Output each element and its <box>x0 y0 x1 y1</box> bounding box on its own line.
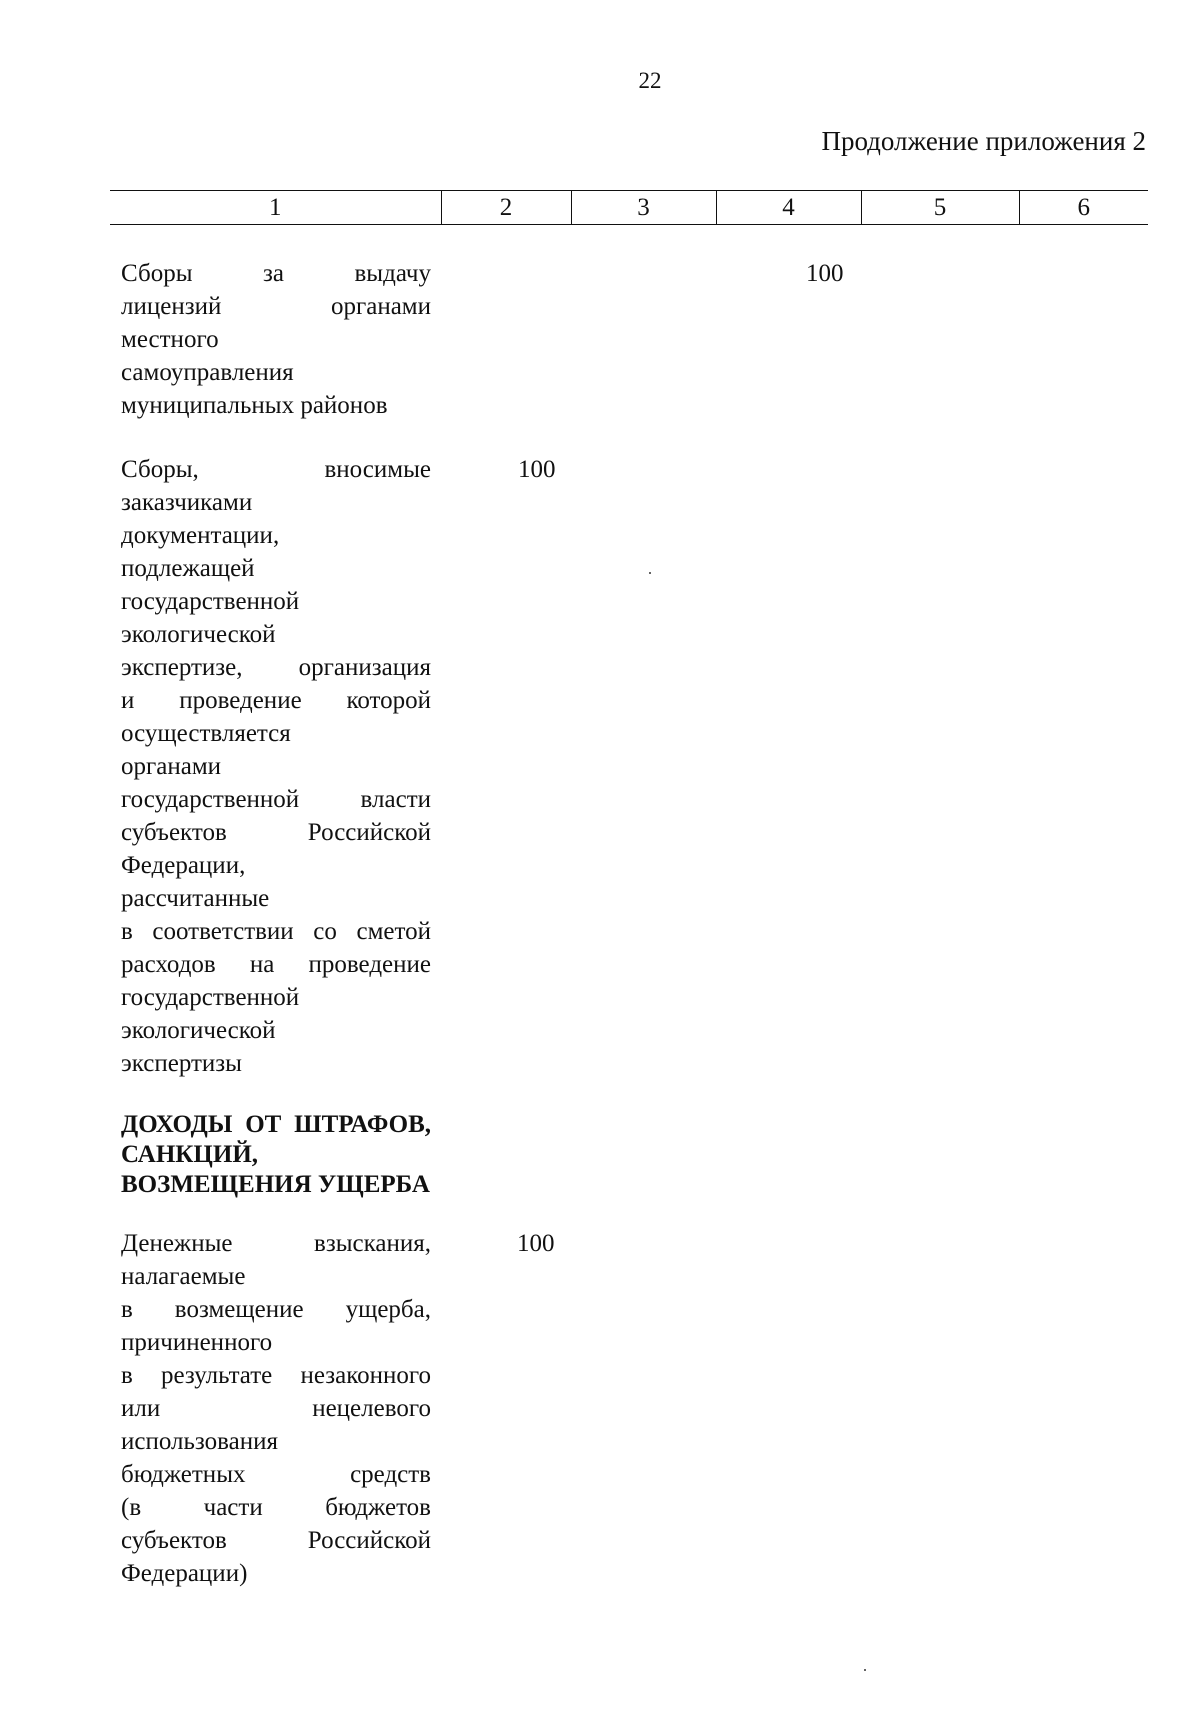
column-number-3: 3 <box>571 191 716 225</box>
page-number: 22 <box>638 68 662 93</box>
scan-speck <box>649 572 651 574</box>
column-number-1: 1 <box>110 191 441 225</box>
scan-speck <box>864 1669 866 1671</box>
column-number-4: 4 <box>716 191 861 225</box>
column-number-header <box>110 190 1148 225</box>
section-heading-fines: ДОХОДЫ ОТ ШТРАФОВ, САНКЦИЙ, ВОЗМЕЩЕНИЯ УЩЕРБА <box>121 1111 431 1198</box>
row-license-fees-col4-value: 100 <box>806 260 844 287</box>
row-damage-compensation-text: Денежные взыскания, налагаемые в возмещение ущерба, причиненного в результате незаконного или нецелевого использования бюджетных средств (в части бюджетов субъектов Российской Федерации) <box>121 1230 431 1587</box>
row-ecological-expertise-col2-value: 100 <box>518 456 556 483</box>
column-number-6: 6 <box>1019 191 1148 225</box>
row-license-fees-text: Сборы за выдачу лицензий органами местного самоуправления муниципальных районов <box>121 260 431 419</box>
row-damage-compensation-col2-value: 100 <box>517 1230 555 1257</box>
column-number-2: 2 <box>441 191 571 225</box>
appendix-title: Продолжение приложения 2 <box>821 126 1146 156</box>
row-ecological-expertise-text: Сборы, вносимые заказчиками документации, подлежащей государственной экологической экспертизе, организация и проведение которой осуществляется органами государственной власти субъектов Российской Федерации, рассчитанные в соответствии со сметой расходов на проведение государственной экологической экспертизы <box>121 456 431 1077</box>
column-number-5: 5 <box>861 191 1019 225</box>
